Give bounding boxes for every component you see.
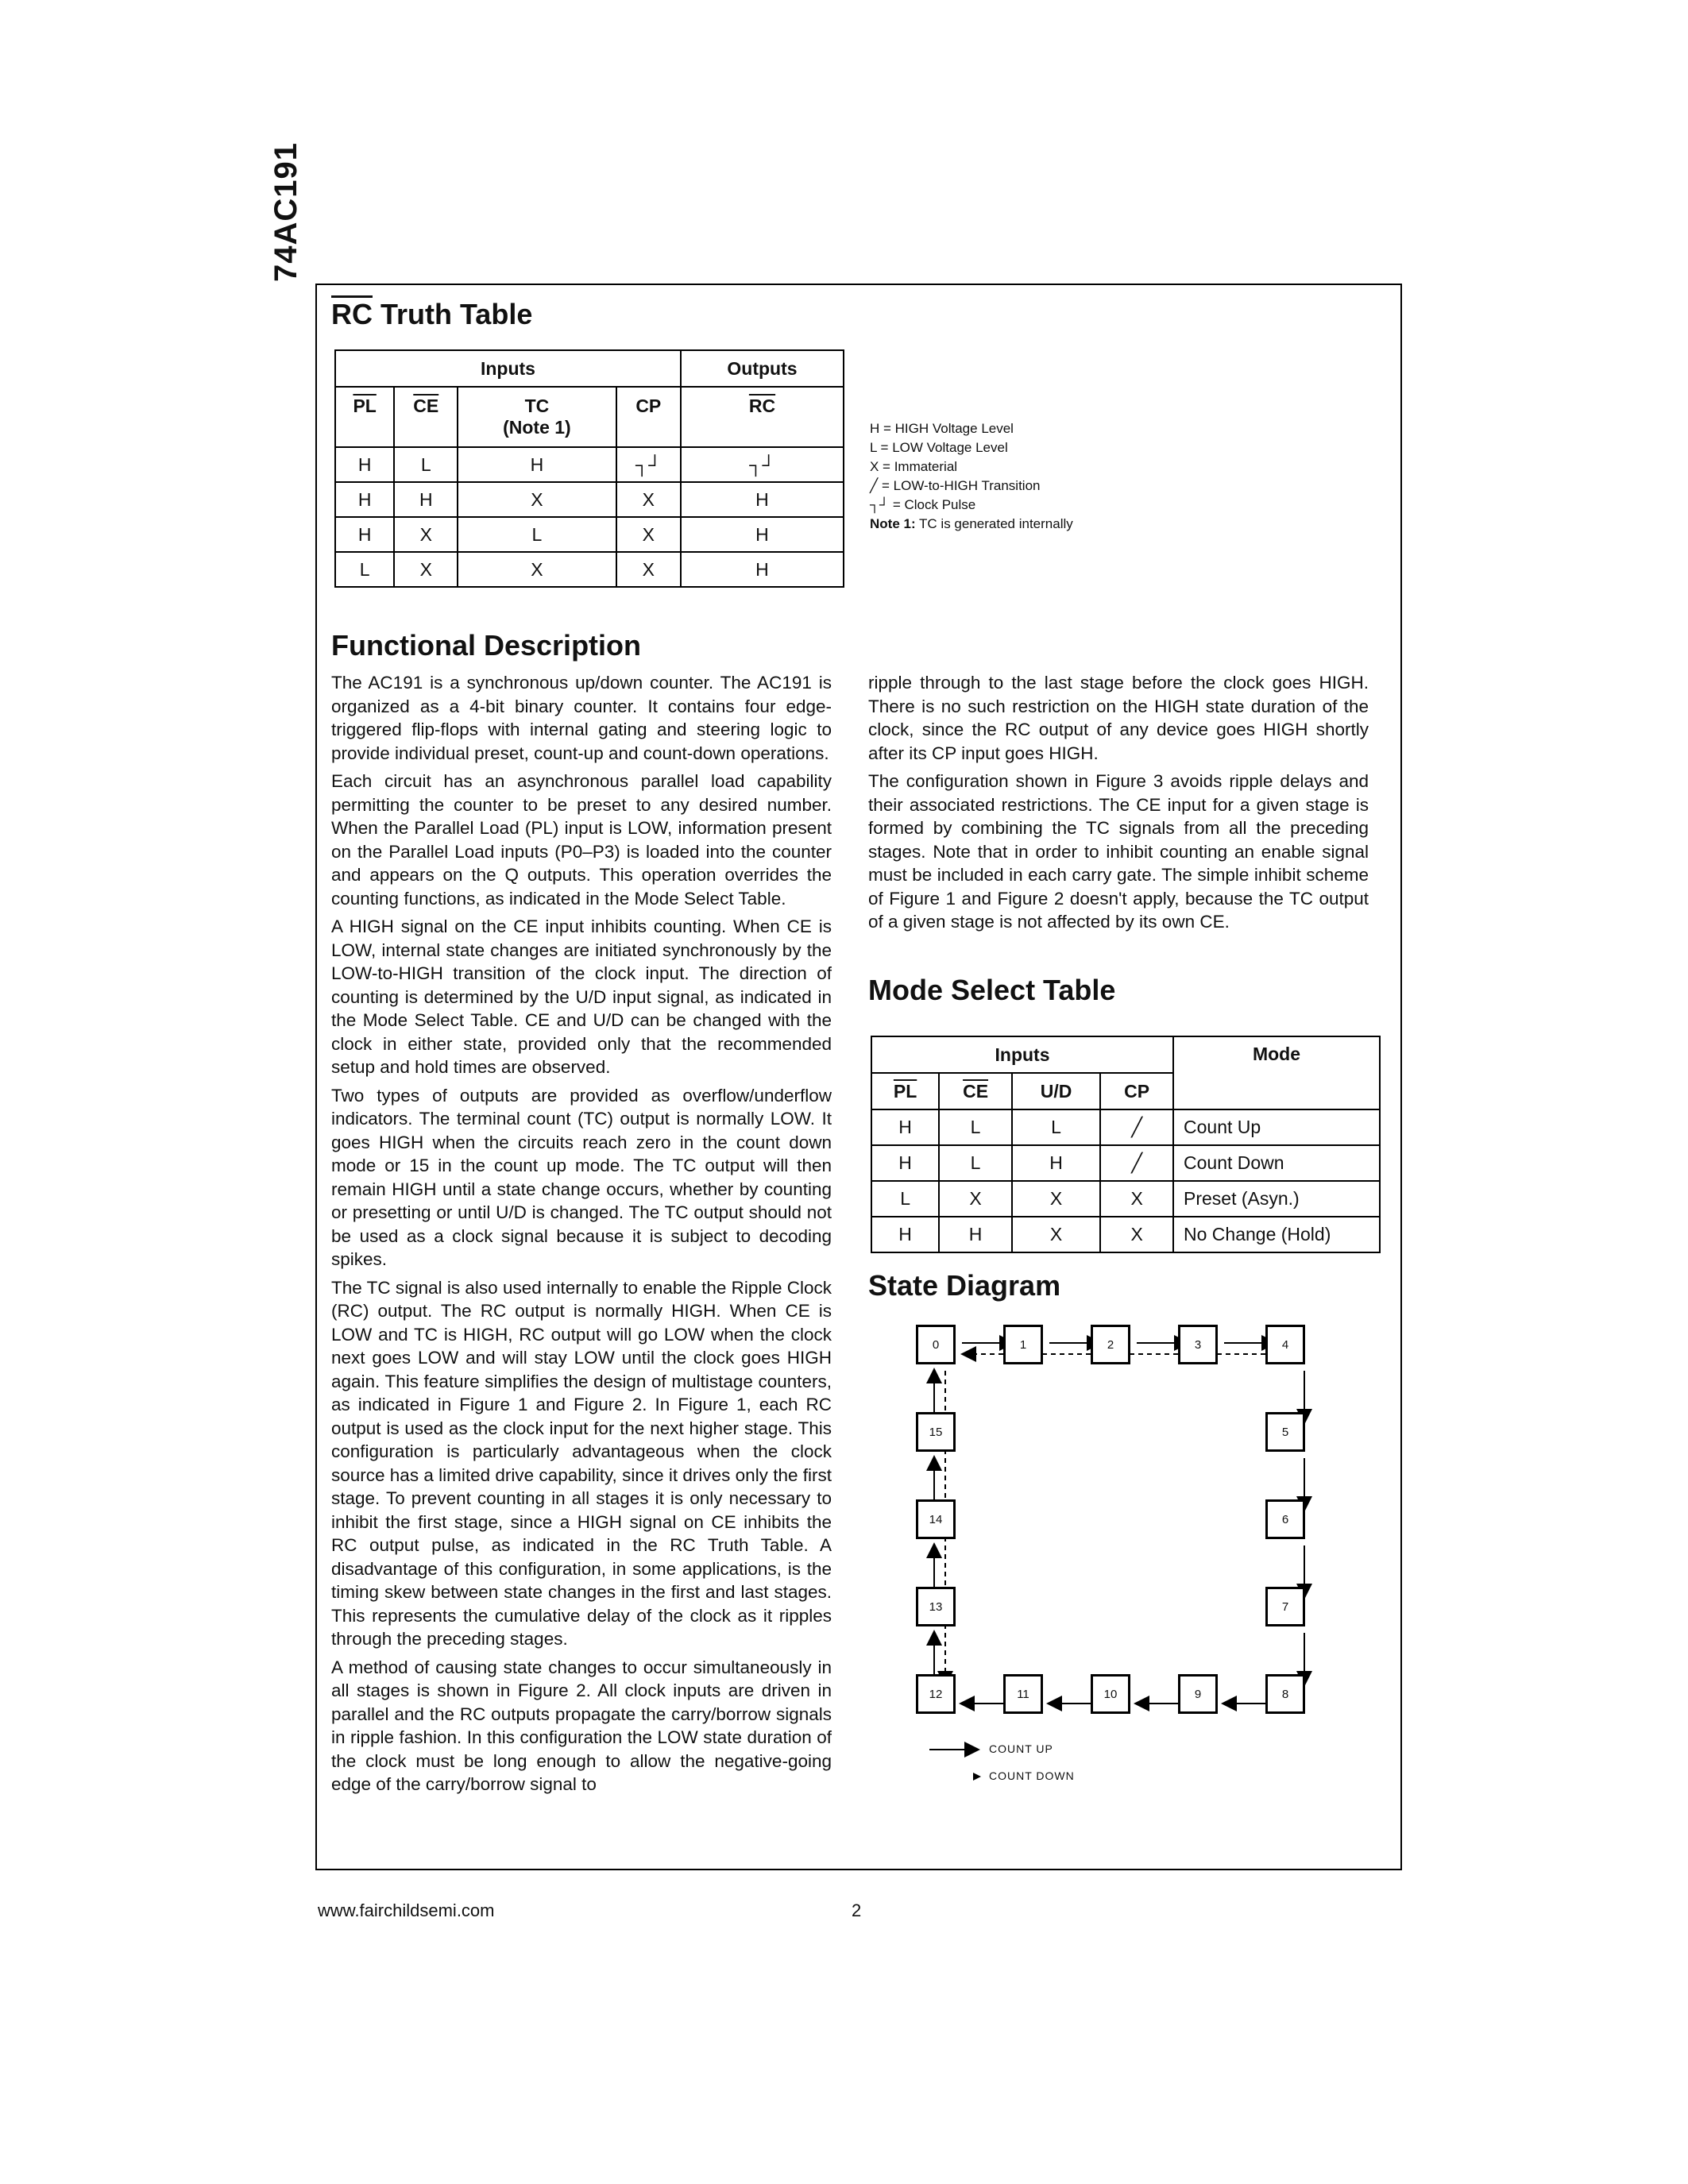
col-ce: $\overline{CE}$ <box>394 387 458 447</box>
inputs-header: Inputs <box>871 1036 1173 1073</box>
paragraph: A method of causing state changes to occur simultaneously in all stages is shown in Figure 2. All clock inputs are driven in parallel and the RC outputs propagate the carry/borrow signals in ripple fashion. In this configuration the LOW state duration of the clock must be long enough to allow the negative-going edge of the carry/borrow signal to <box>331 1657 832 1794</box>
functional-description-left-column <box>331 671 832 1801</box>
footer-url: www.fairchildsemi.com <box>318 1900 495 1920</box>
col-ud: U/D <box>1012 1073 1100 1109</box>
table-row: H L H ┐┘ ┐┘ <box>335 447 844 482</box>
col-ce: $\overline{CE}$ <box>939 1073 1012 1109</box>
functional-description-right-column <box>868 671 1369 939</box>
paragraph: Each circuit has an asynchronous parallel load capability permitting the counter to be preset to any desired number. When the Parallel Load (PL) input is LOW, information present on the Parallel Load inputs (P0–P3) is loaded into the counter and appears on the Q outputs. This operation overrides the counting functions, as indicated in the Mode Select Table. <box>331 771 832 909</box>
state-diagram-title: State Diagram <box>868 1269 1061 1302</box>
rising-edge-icon: ╱ <box>870 478 879 493</box>
table-row: H L L ╱ Count Up <box>871 1109 1380 1145</box>
rc-truth-table-title: $\overline{RC}$ Truth Table <box>331 298 533 330</box>
inputs-header: Inputs <box>335 350 681 387</box>
state-0: 0 <box>916 1325 956 1364</box>
paragraph: The AC191 is a synchronous up/down counter. The AC191 is organized as a 4-bit binary counter. It contains four edge-triggered flip-flops with internal gating and steering logic to provide individual preset, count-up and count-down operations. <box>331 673 832 763</box>
state-15: 15 <box>916 1412 956 1452</box>
clock-pulse-icon: ┐┘ <box>870 497 890 512</box>
col-cp: CP <box>616 387 681 447</box>
state-1: 1 <box>1003 1325 1043 1364</box>
state-diagram-connections <box>906 1314 1350 1807</box>
paragraph: A HIGH signal on the CE input inhibits counting. When CE is LOW, internal state changes are initiated synchronously by the LOW-to-HIGH transition of the clock input. The direction of counting is determined by the U/D input signal, as indicated in the Mode Select Table. CE and U/D can be changed with the clock in either state, provided only that the recommended setup and hold times are observed. <box>331 916 832 1077</box>
mode-select-table <box>871 1036 1381 1253</box>
state-14: 14 <box>916 1499 956 1539</box>
state-9: 9 <box>1178 1674 1218 1714</box>
table-row: H X L X H <box>335 517 844 552</box>
note-l: L = LOW Voltage Level <box>870 440 1008 455</box>
state-11: 11 <box>1003 1674 1043 1714</box>
legend-notes <box>870 419 1073 534</box>
note-h: H = HIGH Voltage Level <box>870 421 1014 436</box>
mode-select-table-title: Mode Select Table <box>868 974 1116 1006</box>
note-pulse: ┐┘ = Clock Pulse <box>870 497 976 512</box>
paragraph: The TC signal is also used internally to enable the Ripple Clock (RC) output. The RC output is normally HIGH. When CE is LOW and TC is HIGH, RC output will go LOW when the clock next goes LOW and will stay LOW until the clock goes HIGH again. This feature simplifies the design of multistage counters, as indicated in Figure 1 and Figure 2. In Figure 1, each RC output is used as the clock input for the next higher stage. This configuration is particularly advantageous when the clock source has a limited drive capability, since it drives only the first stage. To prevent counting in all stages it is only necessary to inhibit the first stage, since a HIGH signal on CE inhibits the RC output pulse, as indicated in the RC Truth Table. A disadvantage of this configuration, in some applications, is the timing skew between state changes in the first and last stages. This represents the cumulative delay of the clock as it ripples through the preceding stages. <box>331 1277 832 1649</box>
paragraph: Two types of outputs are provided as overflow/underflow indicators. The terminal count (TC) output is normally LOW. It goes HIGH when the circuits reach zero in the count down mode or 15 in the count up mode. The TC output will then remain HIGH until a state change occurs, whether by counting or presetting or until U/D is changed. The TC output should not be used as a clock signal because it is subject to decoding spikes. <box>331 1085 832 1269</box>
legend-count-up: COUNT UP <box>989 1742 1053 1755</box>
table-row: H H X X H <box>335 482 844 517</box>
state-12: 12 <box>916 1674 956 1714</box>
state-7: 7 <box>1265 1587 1305 1626</box>
col-pl: $\overline{PL}$ <box>871 1073 939 1109</box>
page-number: 2 <box>852 1900 862 1920</box>
state-2: 2 <box>1091 1325 1130 1364</box>
col-tc: TC (Note 1) <box>458 387 616 447</box>
table-row: H L H ╱ Count Down <box>871 1145 1380 1181</box>
col-rc: $\overline{RC}$ <box>681 387 844 447</box>
state-10: 10 <box>1091 1674 1130 1714</box>
note-1: Note 1: TC is generated internally <box>870 516 1073 531</box>
state-diagram <box>906 1314 1350 1807</box>
outputs-header: Outputs <box>681 350 844 387</box>
table-row: H H X X No Change (Hold) <box>871 1217 1380 1252</box>
table-row: L X X X H <box>335 552 844 587</box>
note-transition: ╱ = LOW-to-HIGH Transition <box>870 478 1041 493</box>
state-13: 13 <box>916 1587 956 1626</box>
state-4: 4 <box>1265 1325 1305 1364</box>
state-3: 3 <box>1178 1325 1218 1364</box>
rc-truth-table <box>334 349 844 588</box>
functional-description-title: Functional Description <box>331 629 642 662</box>
table-row: L X X X Preset (Asyn.) <box>871 1181 1380 1217</box>
col-cp: CP <box>1100 1073 1173 1109</box>
state-8: 8 <box>1265 1674 1305 1714</box>
mode-header: Mode <box>1173 1036 1380 1109</box>
paragraph: ripple through to the last stage before the clock goes HIGH. There is no such restriction on the HIGH state duration of the clock, since the RC output of any device goes HIGH shortly after its CP input goes HIGH. <box>868 673 1369 763</box>
state-5: 5 <box>1265 1412 1305 1452</box>
legend-count-down: COUNT DOWN <box>989 1769 1075 1782</box>
part-number-vertical: 74AC191 <box>268 141 303 282</box>
paragraph: The configuration shown in Figure 3 avoids ripple delays and their associated restrictions. The CE input for a given stage is formed by combining the TC signals from all the preceding stages. Note that in order to inhibit counting an enable signal must be included in each carry gate. The simple inhibit scheme of Figure 1 and Figure 2 doesn't apply, because the TC output of a given stage is not affected by its own CE. <box>868 771 1369 932</box>
col-pl: $\overline{PL}$ <box>335 387 394 447</box>
note-x: X = Immaterial <box>870 459 958 474</box>
state-6: 6 <box>1265 1499 1305 1539</box>
